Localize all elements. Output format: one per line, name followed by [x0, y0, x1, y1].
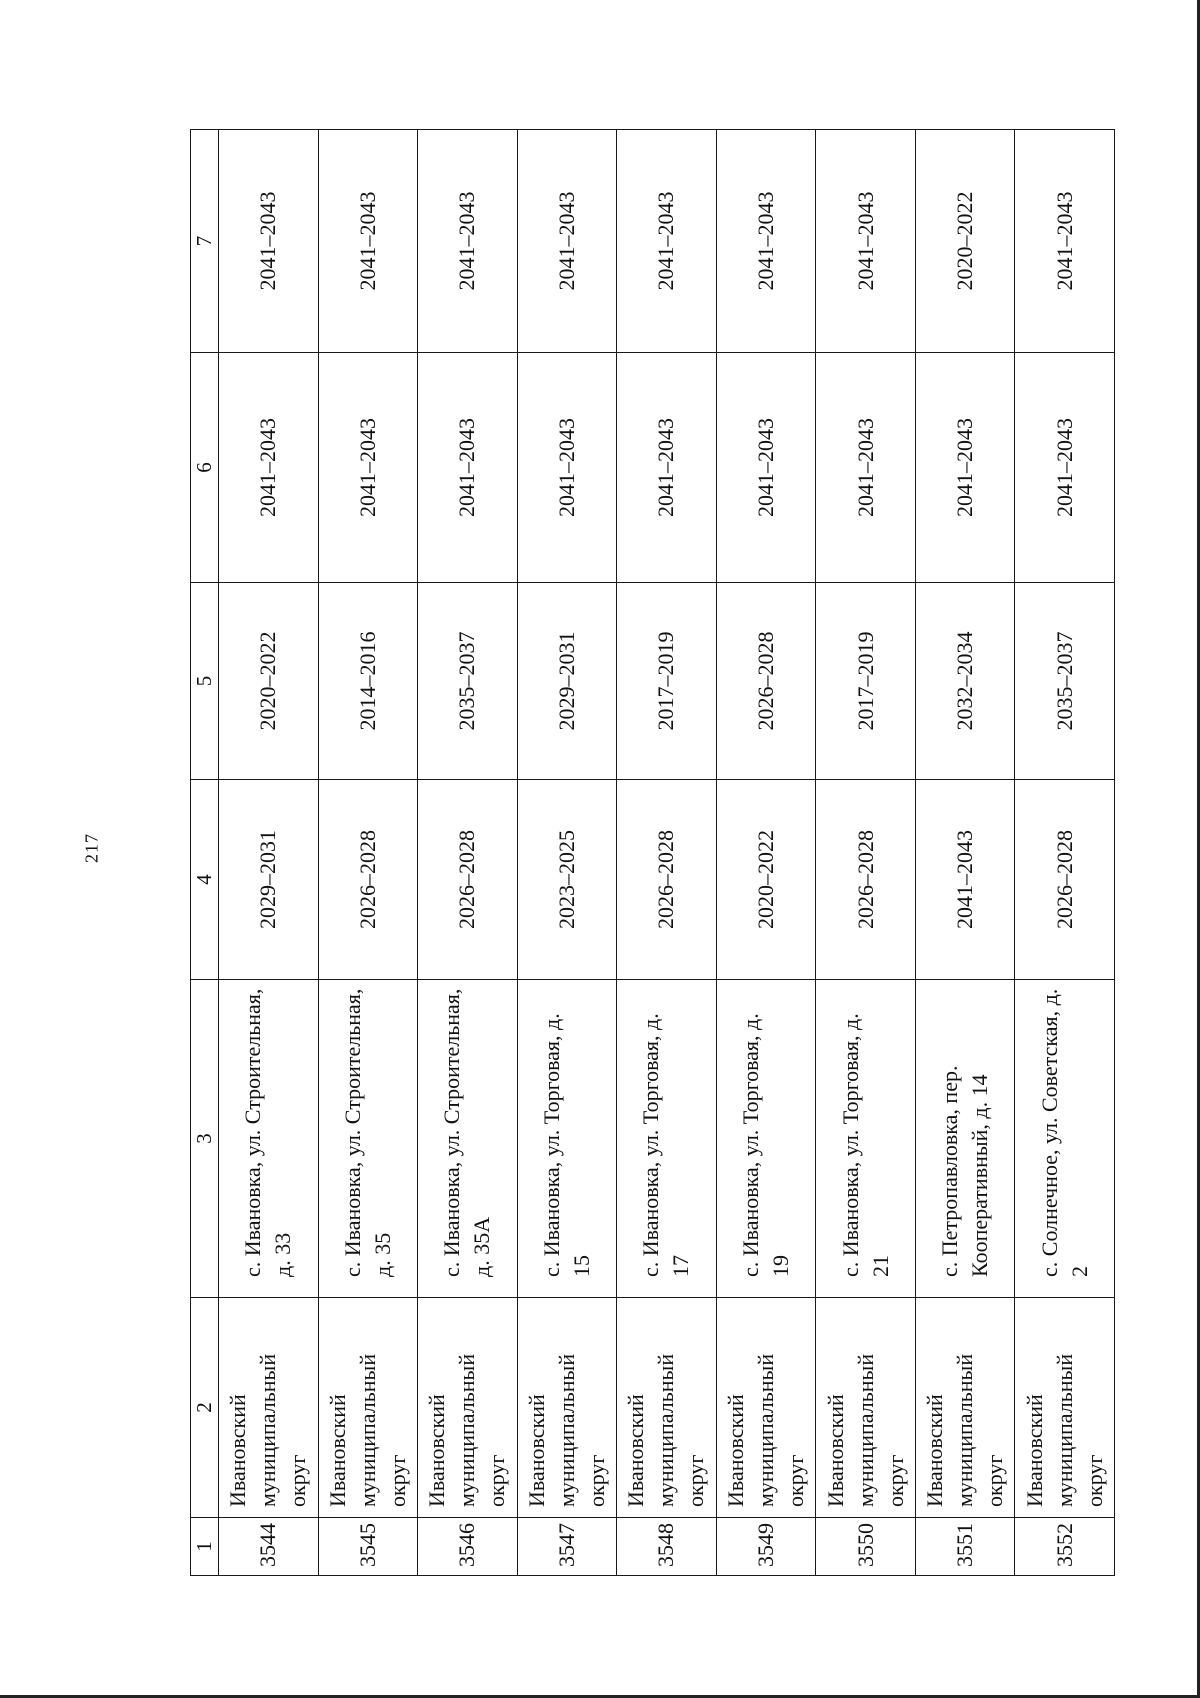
- row-number: 3551: [915, 1518, 1015, 1576]
- period-cell-6: 2041–2043: [318, 353, 418, 583]
- table-row: [318, 130, 418, 1576]
- period-cell-4: 2041–2043: [915, 780, 1015, 980]
- period-cell-6: 2041–2043: [716, 353, 816, 583]
- district-cell: Ивановский муниципальный округ: [1015, 1298, 1115, 1518]
- period-cell-4: 2026–2028: [617, 780, 717, 980]
- period-cell-4: 2029–2031: [219, 780, 319, 980]
- period-cell-6: 2041–2043: [1015, 353, 1115, 583]
- period-cell-6: 2041–2043: [418, 353, 518, 583]
- period-cell-7: 2041–2043: [617, 130, 717, 353]
- period-cell-4: 2026–2028: [816, 780, 916, 980]
- period-cell-6: 2041–2043: [219, 353, 319, 583]
- page-number: 217: [81, 833, 102, 863]
- period-cell-5: 2026–2028: [716, 583, 816, 780]
- district-cell: Ивановский муниципальный округ: [617, 1298, 717, 1518]
- period-cell-6: 2041–2043: [816, 353, 916, 583]
- row-number: 3549: [716, 1518, 816, 1576]
- table-row: [816, 130, 916, 1576]
- row-number: 3544: [219, 1518, 319, 1576]
- period-cell-7: 2041–2043: [716, 130, 816, 353]
- period-cell-5: 2017–2019: [617, 583, 717, 780]
- period-cell-5: 2032–2034: [915, 583, 1015, 780]
- district-cell: Ивановский муниципальный округ: [318, 1298, 418, 1518]
- header-col-6: 6: [191, 353, 219, 583]
- period-cell-4: 2026–2028: [418, 780, 518, 980]
- address-cell: с. Ивановка, ул. Торговая, д. 21: [816, 980, 916, 1298]
- address-cell: с. Ивановка, ул. Торговая, д. 17: [617, 980, 717, 1298]
- period-cell-4: 2020–2022: [716, 780, 816, 980]
- period-cell-5: 2035–2037: [418, 583, 518, 780]
- district-cell: Ивановский муниципальный округ: [418, 1298, 518, 1518]
- row-number: 3547: [517, 1518, 617, 1576]
- period-cell-4: 2026–2028: [1015, 780, 1115, 980]
- period-cell-7: 2041–2043: [219, 130, 319, 353]
- row-number: 3546: [418, 1518, 518, 1576]
- table-row: [915, 130, 1015, 1576]
- period-cell-7: 2041–2043: [517, 130, 617, 353]
- address-cell: с. Петропавловка, пер. Кооперативный, д. 14: [915, 980, 1015, 1298]
- table-row: [716, 130, 816, 1576]
- period-cell-4: 2026–2028: [318, 780, 418, 980]
- table-row: [617, 130, 717, 1576]
- header-col-7: 7: [191, 130, 219, 353]
- table-row: [219, 130, 319, 1576]
- header-col-4: 4: [191, 780, 219, 980]
- table-row: [1015, 130, 1115, 1576]
- table-row: [517, 130, 617, 1576]
- district-cell: Ивановский муниципальный округ: [915, 1298, 1015, 1518]
- period-cell-7: 2041–2043: [418, 130, 518, 353]
- data-table: [190, 129, 1115, 1576]
- period-cell-7: 2041–2043: [318, 130, 418, 353]
- period-cell-6: 2041–2043: [915, 353, 1015, 583]
- address-cell: с. Солнечное, ул. Советская, д. 2: [1015, 980, 1115, 1298]
- header-row: [191, 130, 219, 1576]
- address-cell: с. Ивановка, ул. Строительная, д. 35А: [418, 980, 518, 1298]
- district-cell: Ивановский муниципальный округ: [517, 1298, 617, 1518]
- period-cell-5: 2035–2037: [1015, 583, 1115, 780]
- rotated-table-container: [190, 130, 1115, 1576]
- period-cell-6: 2041–2043: [517, 353, 617, 583]
- period-cell-5: 2020–2022: [219, 583, 319, 780]
- header-col-3: 3: [191, 980, 219, 1298]
- address-cell: с. Ивановка, ул. Торговая, д. 19: [716, 980, 816, 1298]
- address-cell: с. Ивановка, ул. Торговая, д. 15: [517, 980, 617, 1298]
- period-cell-5: 2017–2019: [816, 583, 916, 780]
- period-cell-7: 2041–2043: [816, 130, 916, 353]
- period-cell-4: 2023–2025: [517, 780, 617, 980]
- period-cell-5: 2014–2016: [318, 583, 418, 780]
- address-cell: с. Ивановка, ул. Строительная, д. 35: [318, 980, 418, 1298]
- header-col-5: 5: [191, 583, 219, 780]
- header-col-2: 2: [191, 1298, 219, 1518]
- row-number: 3545: [318, 1518, 418, 1576]
- period-cell-6: 2041–2043: [617, 353, 717, 583]
- row-number: 3548: [617, 1518, 717, 1576]
- address-cell: с. Ивановка, ул. Строительная, д. 33: [219, 980, 319, 1298]
- row-number: 3550: [816, 1518, 916, 1576]
- period-cell-7: 2041–2043: [1015, 130, 1115, 353]
- row-number: 3552: [1015, 1518, 1115, 1576]
- district-cell: Ивановский муниципальный округ: [219, 1298, 319, 1518]
- period-cell-5: 2029–2031: [517, 583, 617, 780]
- table-row: [418, 130, 518, 1576]
- district-cell: Ивановский муниципальный округ: [716, 1298, 816, 1518]
- period-cell-7: 2020–2022: [915, 130, 1015, 353]
- district-cell: Ивановский муниципальный округ: [816, 1298, 916, 1518]
- header-col-1: 1: [191, 1518, 219, 1576]
